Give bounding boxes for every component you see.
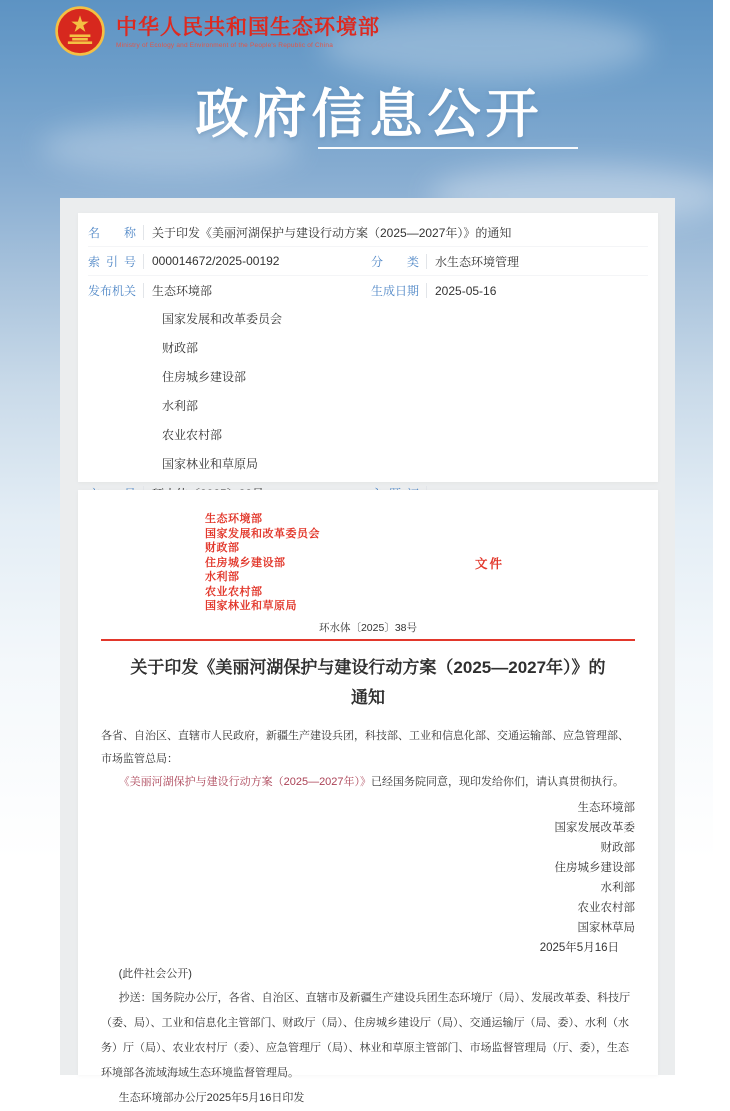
issuer-value: 国家发展和改革委员会 <box>162 312 283 326</box>
print-note: 生态环境部办公厅2025年5月16日印发 <box>118 1091 305 1104</box>
signature: 水利部 <box>600 881 635 894</box>
name-value: 关于印发《美丽河湖保护与建设行动方案（2025—2027年）》的通知 <box>152 225 512 240</box>
issuer-value: 国家林业和草原局 <box>162 457 259 471</box>
letterhead-agencies <box>205 512 635 614</box>
title-underline <box>318 147 578 149</box>
document-card <box>78 490 658 1104</box>
issuer-value: 住房城乡建设部 <box>162 370 247 384</box>
ministry-name-en: Ministry of Ecology and Environment of the People's Republic of China <box>116 42 334 49</box>
cc-paragraph: 抄送：国务院办公厅，各省、自治区、直辖市及新疆生产建设兵团生态环境厅（局）、发展改革委、科技厅（委、局）、工业和信息化主管部门、财政厅（局）、住房城乡建设厅（局）、交通运输厅（局、委）、水利（水务）厅（局）、农业农村厅（委）、应急管理厅（局）、林业和草原主管部门、市场监督管理局（厅、委），生态环境部各流域海域生态环境监督管理局。 <box>101 991 631 1079</box>
metadata-card <box>78 213 658 482</box>
letterhead-agency: 国家林业和草原局 <box>205 600 297 612</box>
category-value: 水生态环境管理 <box>435 254 520 269</box>
issuer-value: 水利部 <box>162 399 199 413</box>
signature: 国家发展改革委 <box>554 821 635 834</box>
letterhead-agency: 国家发展和改革委员会 <box>205 527 320 540</box>
divider <box>426 254 427 269</box>
public-disclosure-note: (此件社会公开) <box>118 967 192 980</box>
letterhead-agency: 农业农村部 <box>205 585 263 598</box>
document-title <box>101 653 635 713</box>
national-emblem-icon <box>54 5 106 57</box>
signature: 财政部 <box>600 841 635 854</box>
document-title-line: 关于印发《美丽河湖保护与建设行动方案（2025—2027年）》的 <box>130 657 606 677</box>
date-value: 2025-05-16 <box>435 283 497 298</box>
signature: 国家林草局 <box>577 921 635 934</box>
issuer-label: 发布机关 <box>88 284 137 298</box>
signature-date: 2025年5月16日 <box>539 941 619 954</box>
issuer-value: 农业农村部 <box>162 428 223 442</box>
plan-document-link[interactable]: 《美丽河湖保护与建设行动方案（2025—2027年）》 <box>118 775 372 788</box>
document-body <box>78 490 658 1111</box>
issuer-value: 生态环境部 <box>152 284 213 298</box>
meta-row-issuer <box>88 276 648 305</box>
name-label: 名称 <box>88 225 136 240</box>
addressees-paragraph: 各省、自治区、直辖市人民政府，新疆生产建设兵团，科技部、工业和信息化部、交通运输部、应急管理部、市场监管总局： <box>101 729 629 765</box>
divider <box>143 283 144 298</box>
signature: 住房城乡建设部 <box>554 861 635 874</box>
signature: 生态环境部 <box>577 801 635 814</box>
letterhead-agency: 住房城乡建设部 <box>205 556 286 569</box>
signature: 农业农村部 <box>577 901 635 914</box>
body-rest: 已经国务院同意，现印发给你们，请认真贯彻执行。 <box>371 775 625 788</box>
index-label: 索引号 <box>88 254 136 269</box>
meta-row-index <box>88 247 648 276</box>
doc-number: 环水体〔2025〕38号 <box>318 621 418 634</box>
red-rule <box>101 639 635 641</box>
date-label: 生成日期 <box>371 284 420 298</box>
body-paragraph <box>101 771 635 794</box>
category-label: 分类 <box>371 254 419 269</box>
page-title: 政府信息公开 <box>195 85 544 144</box>
letterhead <box>101 512 635 614</box>
divider <box>143 254 144 269</box>
letterhead-agency: 财政部 <box>205 542 240 554</box>
letterhead-agency: 生态环境部 <box>205 513 263 525</box>
index-value: 000014672/2025-00192 <box>152 254 280 268</box>
ministry-title-block <box>116 5 380 49</box>
signature-block <box>101 798 635 958</box>
meta-row-name <box>88 218 648 247</box>
ministry-name[interactable]: 中华人民共和国生态环境部 <box>116 16 380 39</box>
site-header[interactable] <box>54 5 380 57</box>
issuer-value: 财政部 <box>162 341 199 355</box>
letterhead-suffix: 文件 <box>475 556 505 571</box>
letterhead-agency: 水利部 <box>205 571 240 583</box>
divider <box>426 283 427 298</box>
document-title-line: 通知 <box>351 687 385 707</box>
divider <box>143 225 144 240</box>
